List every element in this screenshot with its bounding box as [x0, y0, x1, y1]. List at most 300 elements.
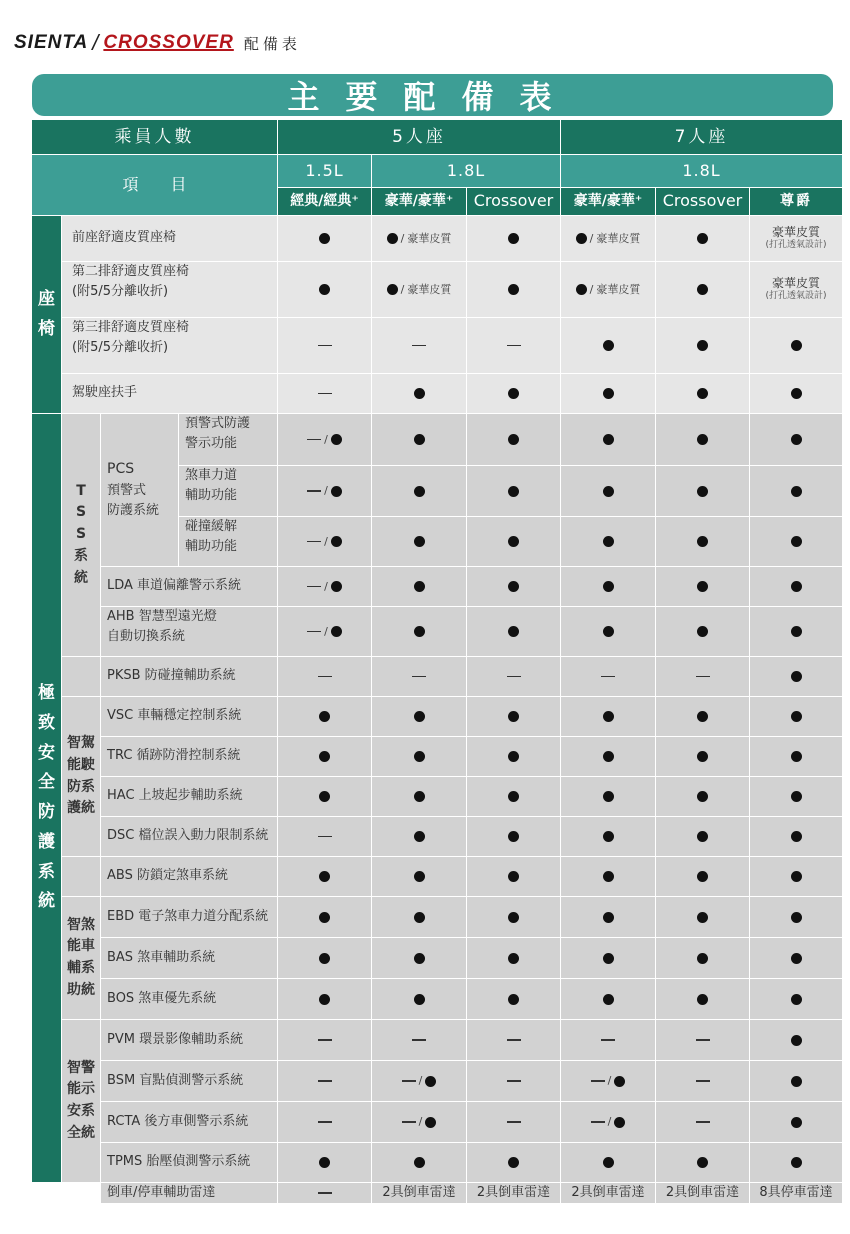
value-note: 豪華皮質: [771, 275, 820, 290]
included-dot: [331, 626, 342, 637]
feature-label: [179, 466, 277, 516]
value-cell: [278, 657, 371, 696]
not-available-dash: [412, 676, 426, 678]
value-cell: [278, 1143, 371, 1182]
value-cell: [372, 697, 466, 736]
feature-label: [101, 657, 277, 696]
value-cell: [561, 607, 655, 656]
feature-label-line: 前座舒適皮質座椅: [72, 230, 177, 246]
feature-label: [101, 1020, 277, 1060]
included-dot: [414, 831, 425, 842]
included-dot: [414, 536, 425, 547]
included-dot: [508, 871, 519, 882]
included-dot: [508, 233, 519, 244]
value-cell: [467, 1143, 560, 1182]
included-dot: [791, 486, 802, 497]
not-available-dash: [307, 490, 321, 492]
not-available-dash: [318, 345, 332, 347]
value-cell: [561, 374, 655, 413]
value-cell: [278, 817, 371, 856]
brand-slash: /: [92, 30, 99, 55]
brake-group-label: 智煞 能車 輔系 助統: [62, 897, 100, 1019]
feature-label-line: 輔助功能: [185, 488, 238, 504]
included-dot: [791, 536, 802, 547]
value-cell: [372, 979, 466, 1019]
included-dot: [414, 791, 425, 802]
drive-group-label: 智駕 能駛 防系 護統: [62, 697, 100, 856]
value-cell: [467, 1183, 560, 1203]
not-available-dash: [696, 1039, 710, 1041]
value-cell: [278, 737, 371, 776]
feature-label-line: (附5/5分離收折): [72, 340, 169, 356]
value-cell: [656, 1020, 749, 1060]
value-cell: [278, 318, 371, 373]
engine-15-header: 1.5L: [278, 155, 371, 187]
feature-label: [101, 938, 277, 978]
included-dot: [414, 751, 425, 762]
included-dot: [387, 284, 398, 295]
value-cell: [561, 414, 655, 465]
included-dot: [508, 536, 519, 547]
included-dot: [697, 1157, 708, 1168]
option-text: 豪華皮質: [596, 231, 641, 245]
included-dot: [603, 871, 614, 882]
included-dot: [414, 486, 425, 497]
value-cell: [372, 216, 466, 261]
value-cell: [656, 737, 749, 776]
value-cell: [372, 374, 466, 413]
not-available-dash: [307, 586, 321, 588]
feature-label: [101, 737, 277, 776]
value-cell: [656, 466, 749, 516]
included-dot: [791, 871, 802, 882]
value-cell: [467, 657, 560, 696]
crossover-logo: CROSSOVER: [103, 32, 234, 53]
included-dot: [697, 233, 708, 244]
included-dot: [603, 912, 614, 923]
value-cell: [750, 262, 842, 317]
value-cell: [467, 979, 560, 1019]
feature-label-line: RCTA 後方車側警示系統: [107, 1113, 249, 1129]
value-cell: [561, 857, 655, 896]
slash-separator: /: [607, 1115, 612, 1129]
value-cell: [656, 216, 749, 261]
value-cell: [750, 1061, 842, 1101]
not-available-dash: [507, 1121, 521, 1123]
not-available-dash: [591, 1121, 605, 1123]
value-cell: [750, 374, 842, 413]
included-dot: [614, 1076, 625, 1087]
spec-table: [32, 120, 833, 1203]
included-dot: [603, 751, 614, 762]
feature-label-line: 碰撞緩解: [185, 519, 238, 534]
included-dot: [319, 233, 330, 244]
value-cell: [561, 777, 655, 816]
included-dot: [603, 994, 614, 1005]
value-cell: [467, 318, 560, 373]
not-available-dash: [318, 1121, 332, 1123]
included-dot: [576, 284, 587, 295]
included-dot: [331, 434, 342, 445]
feature-label-line: TRC 循跡防滑控制系統: [107, 748, 241, 764]
trim-luxury: 豪華/豪華⁺: [372, 188, 466, 215]
value-cell: [372, 466, 466, 516]
not-available-dash: [412, 345, 426, 347]
value-cell: [750, 1102, 842, 1142]
value-cell: [278, 374, 371, 413]
value-cell: [278, 1061, 371, 1101]
value-cell: [561, 697, 655, 736]
not-available-dash: [507, 345, 521, 347]
value-cell: [467, 607, 560, 656]
value-cell: [561, 737, 655, 776]
engine-18-header: 1.8L: [561, 155, 842, 187]
value-cell: [467, 216, 560, 261]
value-cell: [372, 657, 466, 696]
value-cell: [467, 1061, 560, 1101]
value-cell: [656, 1183, 749, 1203]
value-cell: [561, 897, 655, 937]
included-dot: [603, 434, 614, 445]
crew-header: 乘員人數: [32, 120, 277, 154]
included-dot: [508, 711, 519, 722]
included-dot: [603, 581, 614, 592]
feature-label-line: EBD 電子煞車力道分配系統: [107, 908, 269, 924]
included-dot: [697, 912, 708, 923]
slash-separator: /: [589, 282, 594, 296]
included-dot: [414, 871, 425, 882]
value-cell: [750, 897, 842, 937]
value-cell: [656, 1102, 749, 1142]
feature-label: [101, 607, 277, 656]
included-dot: [414, 581, 425, 592]
value-text: 2具倒車雷達: [665, 1185, 740, 1200]
feature-label: [101, 897, 277, 937]
value-cell: [656, 1061, 749, 1101]
included-dot: [508, 284, 519, 295]
value-cell: [372, 607, 466, 656]
included-dot: [603, 626, 614, 637]
included-dot: [791, 340, 802, 351]
included-dot: [508, 388, 519, 399]
value-cell: [372, 318, 466, 373]
group-spacer: [62, 857, 100, 896]
included-dot: [697, 751, 708, 762]
included-dot: [791, 831, 802, 842]
value-cell: [467, 1102, 560, 1142]
included-dot: [414, 711, 425, 722]
value-cell: [278, 1183, 371, 1203]
feature-label-line: 警示功能: [185, 436, 238, 452]
pcs-group-label: PCS 預警式 防護系統: [101, 414, 178, 566]
value-cell: [278, 1102, 371, 1142]
included-dot: [508, 626, 519, 637]
included-dot: [791, 434, 802, 445]
included-dot: [319, 1157, 330, 1168]
not-available-dash: [601, 676, 615, 678]
value-cell: [561, 817, 655, 856]
included-dot: [697, 711, 708, 722]
included-dot: [603, 388, 614, 399]
value-cell: [750, 517, 842, 566]
included-dot: [603, 791, 614, 802]
included-dot: [425, 1076, 436, 1087]
tss-group-label: T S S 系 統: [62, 414, 100, 656]
feature-label-line: 預警式防護: [185, 416, 251, 431]
value-text: 2具倒車雷達: [476, 1185, 551, 1200]
included-dot: [791, 1117, 802, 1128]
included-dot: [414, 626, 425, 637]
trim-classic: 經典/經典⁺: [278, 188, 371, 215]
included-dot: [791, 1157, 802, 1168]
included-dot: [414, 1157, 425, 1168]
value-cell: [750, 607, 842, 656]
slash-separator: /: [324, 624, 328, 638]
value-cell: [278, 857, 371, 896]
value-cell: [561, 979, 655, 1019]
not-available-dash: [696, 1121, 710, 1123]
feature-label: [62, 374, 277, 413]
group-spacer: [62, 657, 100, 696]
included-dot: [791, 751, 802, 762]
value-cell: [750, 466, 842, 516]
value-cell: [750, 979, 842, 1019]
feature-label-line: 煞車力道: [185, 468, 238, 483]
value-cell: [278, 1020, 371, 1060]
value-cell: [656, 657, 749, 696]
included-dot: [791, 581, 802, 592]
value-cell: [467, 374, 560, 413]
not-available-dash: [507, 1039, 521, 1041]
included-dot: [508, 994, 519, 1005]
slash-separator: /: [324, 579, 328, 593]
included-dot: [603, 340, 614, 351]
feature-label: [101, 1061, 277, 1101]
value-cell: [561, 1020, 655, 1060]
value-cell: [467, 567, 560, 606]
feature-label-line: ABS 防鎖定煞車系統: [107, 868, 228, 884]
value-cell: [750, 1143, 842, 1182]
seat-section-label: 座 椅: [32, 216, 61, 413]
slash-separator: /: [418, 1074, 423, 1088]
value-cell: [467, 897, 560, 937]
included-dot: [697, 994, 708, 1005]
feature-label: [101, 697, 277, 736]
value-text: 2具倒車雷達: [571, 1185, 645, 1200]
included-dot: [319, 284, 330, 295]
value-cell: [467, 697, 560, 736]
included-dot: [791, 711, 802, 722]
value-cell: [372, 938, 466, 978]
not-available-dash: [318, 1080, 332, 1082]
option-text: 豪華皮質: [596, 282, 641, 296]
not-available-dash: [318, 676, 332, 678]
value-cell: [372, 777, 466, 816]
option-text: 豪華皮質: [407, 231, 452, 245]
included-dot: [319, 871, 330, 882]
feature-label: [179, 414, 277, 465]
value-cell: [750, 216, 842, 261]
included-dot: [414, 912, 425, 923]
value-cell: [467, 817, 560, 856]
value-cell: [656, 897, 749, 937]
value-cell: [656, 414, 749, 465]
value-cell: [278, 466, 371, 516]
value-cell: [750, 697, 842, 736]
included-dot: [791, 671, 802, 682]
included-dot: [697, 340, 708, 351]
value-cell: [278, 777, 371, 816]
feature-label-line: HAC 上坡起步輔助系統: [107, 788, 243, 804]
included-dot: [319, 912, 330, 923]
included-dot: [603, 711, 614, 722]
value-cell: [561, 1102, 655, 1142]
value-cell: [467, 466, 560, 516]
included-dot: [387, 233, 398, 244]
value-cell: [561, 262, 655, 317]
trim-crossover: Crossover: [467, 188, 560, 215]
feature-label: [101, 817, 277, 856]
included-dot: [697, 791, 708, 802]
value-cell: [372, 567, 466, 606]
trim-crossover: Crossover: [656, 188, 749, 215]
included-dot: [791, 953, 802, 964]
included-dot: [697, 388, 708, 399]
feature-label: [101, 777, 277, 816]
included-dot: [603, 953, 614, 964]
value-cell: [372, 517, 466, 566]
included-dot: [791, 791, 802, 802]
feature-label-line: LDA 車道偏離警示系統: [107, 578, 242, 594]
value-cell: [467, 737, 560, 776]
included-dot: [414, 994, 425, 1005]
feature-label: [62, 216, 277, 261]
value-cell: [750, 737, 842, 776]
included-dot: [319, 711, 330, 722]
included-dot: [331, 536, 342, 547]
value-cell: [656, 777, 749, 816]
value-cell: [656, 697, 749, 736]
included-dot: [697, 284, 708, 295]
not-available-dash: [307, 439, 321, 441]
feature-label: [101, 1102, 277, 1142]
included-dot: [697, 626, 708, 637]
value-cell: [372, 414, 466, 465]
value-cell: [278, 262, 371, 317]
slash-separator: /: [324, 432, 328, 446]
included-dot: [791, 626, 802, 637]
not-available-dash: [696, 1080, 710, 1082]
value-cell: [561, 938, 655, 978]
option-text: 豪華皮質: [407, 282, 452, 296]
value-cell: [467, 857, 560, 896]
value-cell: [467, 517, 560, 566]
not-available-dash: [307, 631, 321, 633]
warning-group-label: 智警 能示 安系 全統: [62, 1020, 100, 1182]
page-title: 主要配備表: [32, 74, 833, 116]
value-cell: [278, 697, 371, 736]
included-dot: [603, 536, 614, 547]
value-cell: [561, 657, 655, 696]
not-available-dash: [318, 836, 332, 838]
value-cell: [372, 1102, 466, 1142]
value-cell: [750, 414, 842, 465]
value-cell: [372, 737, 466, 776]
feature-label: [62, 318, 277, 373]
included-dot: [414, 388, 425, 399]
slash-separator: /: [400, 282, 405, 296]
value-cell: [656, 1143, 749, 1182]
not-available-dash: [696, 676, 710, 678]
value-cell: [278, 938, 371, 978]
value-cell: [372, 897, 466, 937]
trim-premium: 尊爵: [750, 188, 842, 215]
included-dot: [614, 1117, 625, 1128]
items-header: 項 目: [32, 155, 277, 215]
value-cell: [656, 318, 749, 373]
value-cell: [372, 1183, 466, 1203]
included-dot: [697, 871, 708, 882]
value-cell: [656, 817, 749, 856]
brand-header: [14, 30, 301, 56]
value-cell: [656, 567, 749, 606]
included-dot: [319, 953, 330, 964]
value-cell: [750, 1183, 842, 1203]
slash-separator: /: [324, 484, 328, 498]
feature-label-line: TPMS 胎壓偵測警示系統: [107, 1154, 251, 1170]
feature-label-line: BOS 煞車優先系統: [107, 990, 217, 1006]
included-dot: [603, 831, 614, 842]
slash-separator: /: [607, 1074, 612, 1088]
included-dot: [791, 388, 802, 399]
included-dot: [414, 434, 425, 445]
value-cell: [467, 938, 560, 978]
not-available-dash: [507, 676, 521, 678]
included-dot: [697, 486, 708, 497]
not-available-dash: [412, 1039, 426, 1041]
value-cell: [561, 216, 655, 261]
not-available-dash: [601, 1039, 615, 1041]
slash-separator: /: [400, 231, 405, 245]
value-cell: [278, 567, 371, 606]
value-cell: [656, 262, 749, 317]
value-cell: [750, 318, 842, 373]
spec-sheet-label: 配備表: [243, 34, 301, 53]
feature-label-line: (附5/5分離收折): [72, 284, 169, 300]
value-note: 豪華皮質: [771, 224, 820, 239]
feature-label-line: AHB 智慧型遠光燈: [107, 609, 217, 624]
included-dot: [508, 791, 519, 802]
value-cell: [278, 607, 371, 656]
value-cell: [561, 1061, 655, 1101]
included-dot: [508, 953, 519, 964]
not-available-dash: [318, 1039, 332, 1041]
included-dot: [697, 953, 708, 964]
not-available-dash: [318, 393, 332, 395]
value-cell: [750, 657, 842, 696]
feature-label-line: BSM 盲點偵測警示系統: [107, 1072, 244, 1088]
included-dot: [319, 751, 330, 762]
value-cell: [656, 517, 749, 566]
included-dot: [508, 751, 519, 762]
model-name: SIENTA: [14, 32, 89, 53]
feature-label-line: PKSB 防碰撞輔助系統: [107, 668, 236, 684]
included-dot: [791, 1076, 802, 1087]
value-cell: [561, 517, 655, 566]
not-available-dash: [307, 541, 321, 543]
feature-label: [62, 262, 277, 317]
feature-label-line: 第二排舒適皮質座椅: [72, 264, 190, 279]
